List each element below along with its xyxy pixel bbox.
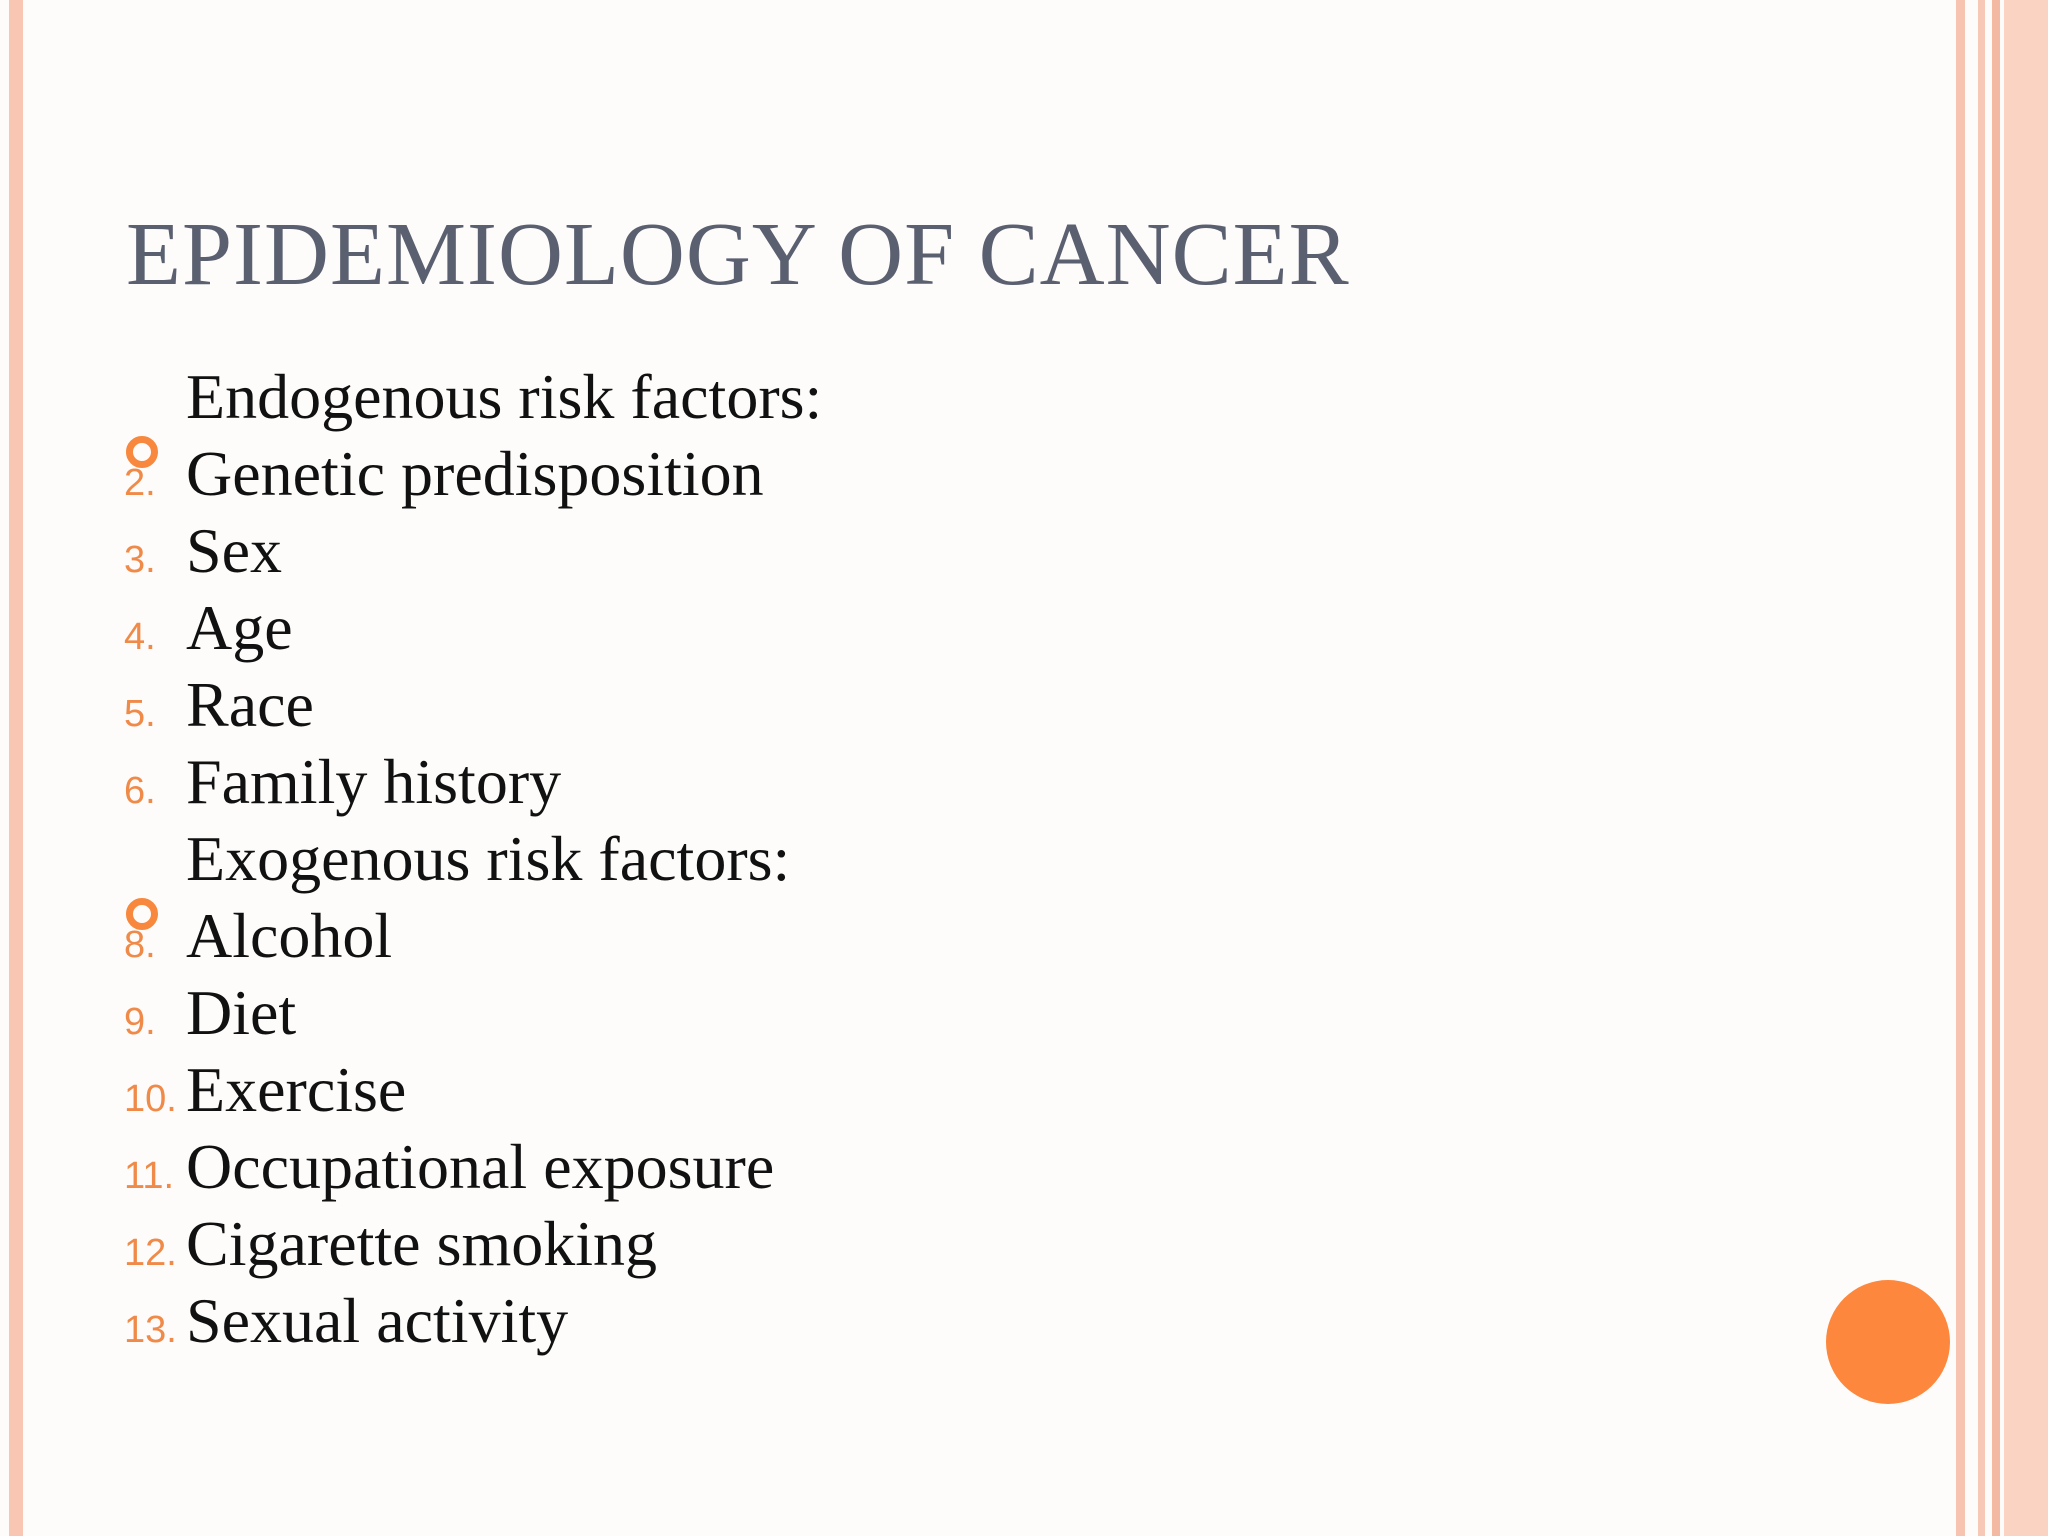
- list-number: 12.: [124, 1232, 177, 1274]
- right-border-stripe: [1978, 0, 1985, 1536]
- list-item-text: Exercise: [186, 1054, 407, 1125]
- list-item: [124, 358, 822, 435]
- risk-factor-list: [124, 358, 822, 1359]
- slide-title: EPIDEMIOLOGY OF CANCER: [126, 205, 1350, 304]
- right-border-stripe: [1992, 0, 2000, 1536]
- list-number: 8.: [124, 924, 156, 966]
- list-number: 13.: [124, 1309, 177, 1351]
- list-number: 4.: [124, 616, 156, 658]
- list-item: [124, 743, 822, 820]
- list-item-text: Cigarette smoking: [186, 1208, 658, 1279]
- right-border-stripe: [2004, 0, 2048, 1536]
- list-item: [124, 820, 822, 897]
- list-item: [124, 974, 822, 1051]
- left-border-stripe: [9, 0, 23, 1536]
- right-border-stripe: [1956, 0, 1965, 1536]
- list-item-text: Genetic predisposition: [186, 438, 764, 509]
- list-item-text: Diet: [186, 977, 297, 1048]
- list-item: [124, 1128, 822, 1205]
- list-item-text: Family history: [186, 746, 562, 817]
- list-item-text: Race: [186, 669, 314, 740]
- list-item: [124, 1051, 822, 1128]
- list-item: [124, 1205, 822, 1282]
- list-item-text: Exogenous risk factors:: [186, 823, 791, 894]
- list-item-text: Endogenous risk factors:: [186, 361, 823, 432]
- list-item: [124, 435, 822, 512]
- list-item-text: Occupational exposure: [186, 1131, 775, 1202]
- list-number: 10.: [124, 1078, 177, 1120]
- list-item-text: Sex: [186, 515, 282, 586]
- list-item: [124, 666, 822, 743]
- list-number: 11.: [124, 1155, 175, 1197]
- list-number: 9.: [124, 1001, 156, 1043]
- list-item-text: Alcohol: [186, 900, 393, 971]
- list-item: [124, 897, 822, 974]
- list-number: 2.: [124, 462, 156, 504]
- list-item-text: Sexual activity: [186, 1285, 569, 1356]
- list-number: 3.: [124, 539, 156, 581]
- list-number: 5.: [124, 693, 156, 735]
- decorative-orange-circle: [1826, 1280, 1950, 1404]
- list-item: [124, 1282, 822, 1359]
- list-item: [124, 512, 822, 589]
- list-number: 6.: [124, 770, 156, 812]
- list-item-text: Age: [186, 592, 293, 663]
- list-item: [124, 589, 822, 666]
